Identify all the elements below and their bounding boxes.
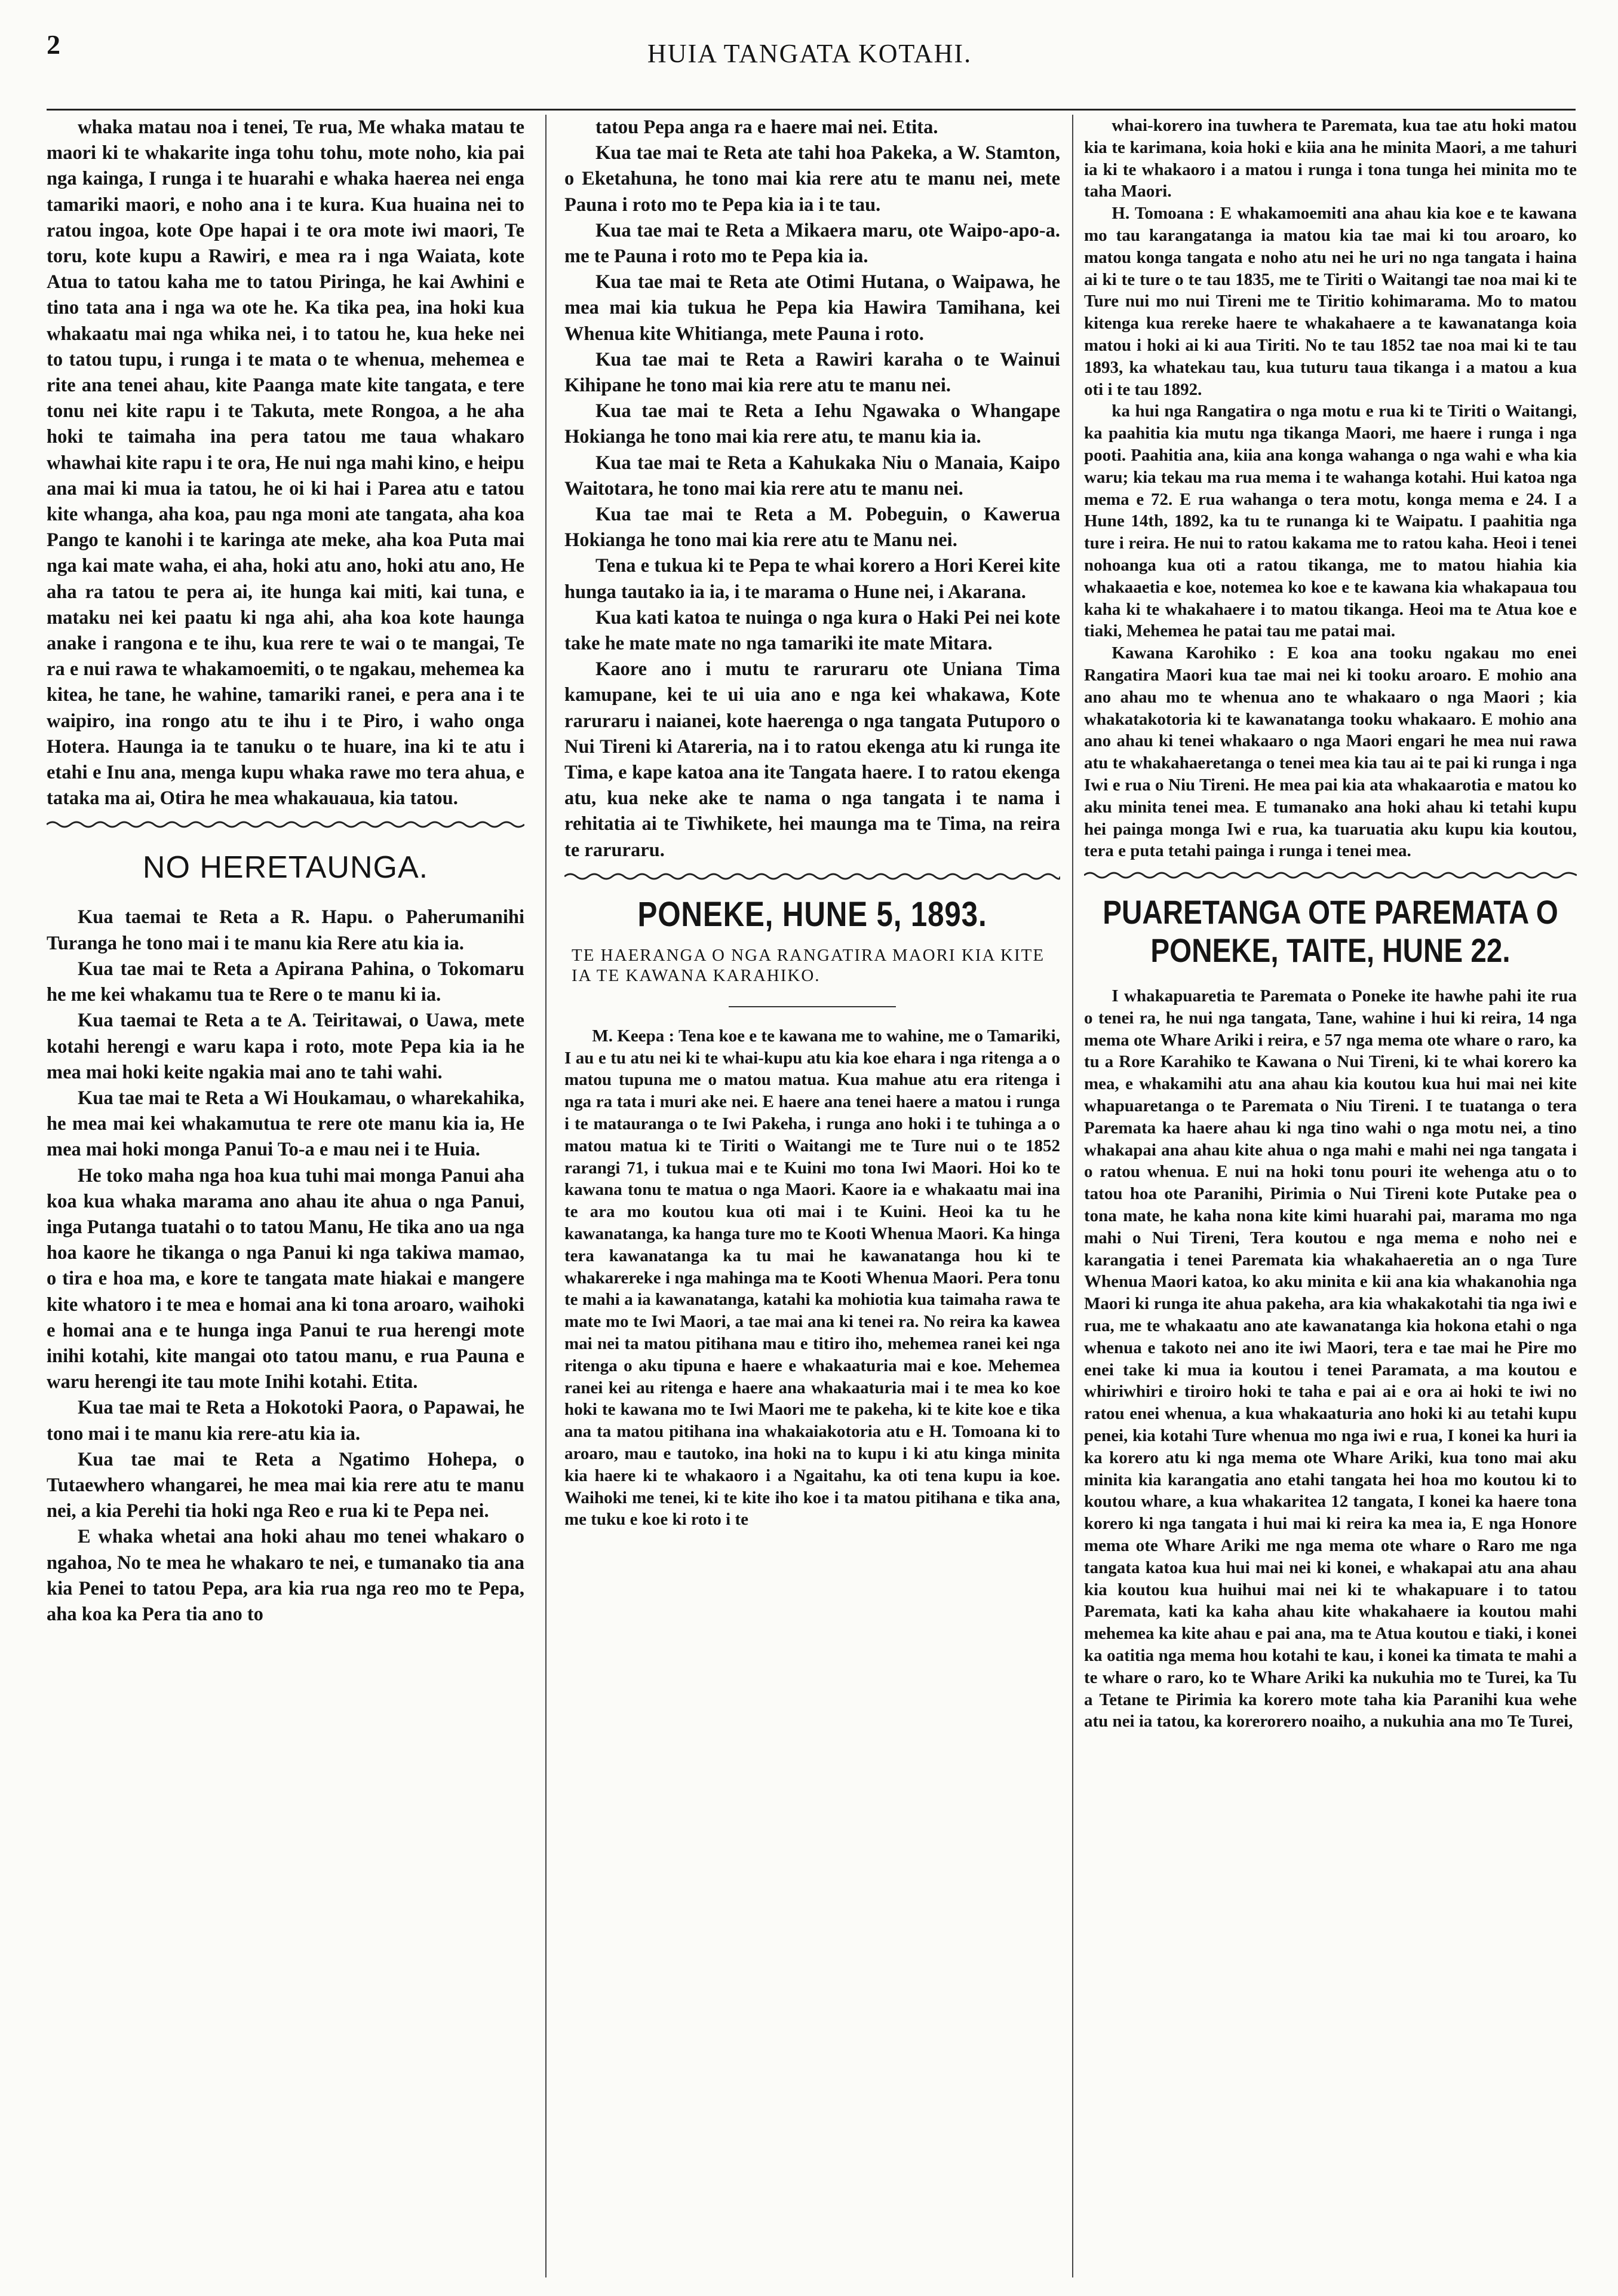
article-paragraph: Kua tae mai te Reta a M. Pobeguin, o Kawerua Hokianga he tono mai kia rere atu te Manu nei. xyxy=(564,504,1060,551)
article-paragraph: tatou Pepa anga ra e haere mai nei. Etita. xyxy=(595,117,938,138)
article-paragraph: H. Tomoana : E whakamoemiti ana ahau kia koe e te kawana mo tau karangatanga ia matou kia tae mai ki tou aroaro, ko matou konga tangata e noho atu nei he uri no nga tangata i haina ai ki te ture o te tau 1835, me te Tiriti o Waitangi tae noa mai ki te Ture nui mo nui Tireni me te Tiritio kohimarama. Mo to matou kitenga kua rereke haere te whakahaere a te kawanatanga koia matou i hoki ai ki aua Tiriti. No te tau 1852 tae noa mai ki te tau 1893, ka whatekau tau, kua tuturu taua tikanga i a matou a kua oti i te tau 1892. xyxy=(1084,204,1577,399)
page-number: 2 xyxy=(47,29,60,60)
article-paragraph: Kua taemai te Reta a R. Hapu. o Paherumanihi Turanga he tono mai i te manu kia Rere atu kia ia. xyxy=(47,906,524,954)
masthead xyxy=(47,29,1573,72)
wavy-divider xyxy=(1084,870,1577,880)
article-paragraph: ka hui nga Rangatira o nga motu e rua ki te Tiriti o Waitangi, ka paahitia kia mutu nga tikanga Maori, me haere i runga i nga pooti. Paahitia ana, kiia ana konga wahanga o nga wahi e wha kia waru; kia tekau ma rua mema i te wahanga kotahi. Hui katoa nga mema e 72. E rua wahanga o tera motu, konga mema e 24. I a Hune 14th, 1892, ka tu te runanga ki te Waipatu. I paahitia nga ture i reira. He nui to ratou kakama me to ratou kaha. Heoi i tenei nohoanga kua oti a ratou tikanga, me to matou hiahia kia whakaaetia e koe, notemea ko koe e te kawana kia whakapaua tou kaha ki te whakahaere i to matou tikanga. Heoi ma te Atua koe e tiaki, Mehemea he patai tau me patai mai. xyxy=(1084,401,1577,641)
newspaper-title: HUIA TANGATA KOTAHI. xyxy=(647,39,972,68)
article-paragraph: I whakapuaretia te Paremata o Poneke ite hawhe pahi ite rua o tenei ra, he nui nga tangata, Tane, wahine i hui ki reira, 14 nga mema ote Whare Ariki i reira, e 57 nga mema ote whare o raro, ka tu a Rore Karahiko te Kawana o Nui Tireni, ki te whai korero ka mea, e whakamihi atu ana ahau kia koutou kua hui mai nei kite whapuaretanga o te Paremata o Niu Tireni. I te tuatanga o tera Paremata ka haere ahau ki nga tino wahi o nga motu nei, a tino whakapai ana ahau kite ahua o nga mahi e mahi nei nga tangata i o ratou whenua. E nui na hoki tonu pouri ite wehenga atu o to tatou hoa ote Paranihi, Pirimia o Nui Tireni kote Putake pea o tona mate, he kaha nona kite kimi huarahi pai, marama mo nga mahi o Nui Tireni, Tera koutou e nga mema e noho nei e karangatia i tenei Paremata kia whakahaeretia an o nga Ture Whenua Maori katoa, ko aku minita e kii ana kia whakanohia nga Maori ki runga ite ahua pakeha, ara kia whakakotahi tia nga iwi e rua, me te whakaatu ano ate kawanatanga kia hokona etahi o nga whenua e takoto nei ano ite iwi Maori, tera e tae mai he Pire mo enei take ki mua ia koutou i tenei Paramata, a ma koutou e whiriwhiri e tiroiro hoki te taha e pai ai e ora ai hoki te iwi no ratou enei whenua, a kua whakaaturia ano hoki ki au tetahi kupu penei, kia kotahi Ture whenua mo nga iwi e rua, I konei ka huri ia ka korero atu ki nga mema ote Whare Ariki, kua tono mai aku minita kia karangatia ano etahi tangata hei hoa mo koutou ki to koutou whare, a kua whakaritea 12 tangata, I konei ka haere tona korero ki nga tangata i hui mai ki reira ka mea ia, E nga Honore mema ote Whare Ariki me nga mema ote whare o Raro me nga tangata katoa kua hui mai nei ki konei, e whakapai atu ana ahau kia koutou kua huihui mai nei ki te whakapuare i to tatou Paremata, kati ka kaha ahau kite whakahaere ia koutou mahi mehemea ka kite ahau e pai ana, ma te Atua koutou e tiaki, i konei ka oatitia nga mema hou kotahi te kau, i konei ka timata te mahi a te whare o raro, ko te Whare Ariki ka nukuhia mo te Turei, ka Tu a Tetane te Pirimia ka korero mote taha kia Paranihi kua wehe atu nei ia tatou, ka korerorero noaiho, a nukuhia ana mo Te Turei, xyxy=(1084,986,1577,1731)
article-paragraph: Kua tae mai te Reta a Kahukaka Niu o Manaia, Kaipo Waitotara, he tono mai kia rere atu te manu nei. xyxy=(564,452,1060,499)
column-3 xyxy=(1084,115,1577,2277)
section-heading: PONEKE, HUNE 5, 1893. xyxy=(637,894,987,934)
article-paragraph: Kua kati katoa te nuinga o nga kura o Haki Pei nei kote take he mate mate no nga tamariki ite mate Mitara. xyxy=(564,606,1060,655)
article-paragraph: Kua tae mai te Reta a Ngatimo Hohepa, o Tutaewhero whangarei, he mea mai kia rere atu te manu nei, a kia Perehi tia hoki nga Reo e rua ki te Pepa nei. xyxy=(47,1448,524,1522)
article-paragraph: Tena e tukua ki te Pepa te whai korero a Hori Kerei kite hunga tautako ia ia, i te marama o Hune nei, i Akarana. xyxy=(564,555,1060,603)
article-paragraph: whai-korero ina tuwhera te Paremata, kua tae atu hoki matou kia te karimana, koia hoki e kiia ana he minita Maori, a me tahuri ia ki te whakaoro i a matou i runga i tona tunga hei minita mo te taha Maori. xyxy=(1084,116,1577,201)
article-paragraph: whaka matau noa i tenei, Te rua, Me whaka matau te maori ki te whakarite inga tohu tohu, mote noho, kia pai nga kainga, I runga i te huarahi e whaka haerea nei enga tamariki maori, e noho ana i te kura. Kua huaina nei to ratou ingoa, kote Ope hapai i te ora mote iwi maori, Te toru, kote kupu a Rawiri, e mea ra i nga Waiata, kote Atua to tatou kaha me to tatou Piringa, he kai Awhini e tino tata ana i nga wa ote he. Ka tika pea, ina hoki kua whakaatu mai nga whika nei, i to tatou he, kua heke nei to tatou tupu, i runga i te mata o te whenua, mehemea e rite ana tenei ahau, kite Paanga mate kite tangata, e tere tonu nei kite rapu i te Takuta, mete Rongoa, a he aha hoki te taimaha ina pera tatou me taua whakaro whawhai kite rapu i te ora, He nui nga mahi kino, e heipu ana mai ki mua ia tatou, he oi ki hai i Parea atu e tatou kite whanga, aha koa, pau nga moni ate tangata, aha koa Pango te kanohi i te karinga ate meke, aha koa Puta mai nga kai mate waha, ei aha, hoki atu ano, hoki atu ano, He aha ra tatou te pera ai, ite hunga kai miti, kai tuna, e mataku nei kei paatu ki nga ahi, aha koa kote haunga anake i rangona e te ihu, kua rere te wai o te mangai, Te ra e nui rawa te whakamoemiti, o te ngakau, mehemea ka kitea, he tane, he wahine, tamariki ranei, e pera ana i te waipiro, ina rongo atu te ihu i te Piro, i waho onga Hotera. Haunga ia te tanuku o te huare, ina ki te atu i etahi e Inu ana, menga kupu whaka rawe mo tera ahua, e tataka ma ai, Otira he mea whakauaua, kia tatou. xyxy=(47,117,524,810)
column-1 xyxy=(47,115,524,2277)
article-paragraph: M. Keepa : Tena koe e te kawana me to wahine, me o Tamariki, I au e tu atu nei ki te whai-kupu atu kia koe ehara i nga ritenga a o matou tupuna me o matou matua. Kua mahue atu era ritenga i nga ra tata i muri ake nei. E haere ana tenei haere a matou i runga i te matauranga o te Iwi Pakeha, i runga ano hoki i te tuhinga a o matou matua ki te Tiriti o Waitangi me te Ture nui o te 1852 rarangi 71, i tukua mai e te Kuini mo tona Iwi Maori. Hoi ko te kawana tonu te matua o nga Maori. Kaore ia e whakaatu mai ina te ara mo koutou kua oti mai i te Kuini. Heoi ka tu he kawanatanga, ka hanga ture mo te Kooti Whenua Maori. Ka hinga tera kawanatanga ka tu mai he kawanatanga hou ki te whakarereke i nga mahinga ma te Kooti Whenua Maori. Pera tonu te mahi a ia kawanatanga, katahi ka mohiotia kua taimaha rawa te mate mo te Iwi Maori, a tae mai ana ki tenei ra. No reira ka kawea mai nei ta matou pitihana mau e titiro iho, mehemea ranei kei nga ritenga o aku tipuna e haere e whakaaturia mai e koe. Mehemea ranei kei au ritenga e haere ana whakaaturia mai i te mea ko koe hoki te kawana mo te Iwi Maori me te pakeha, ki te kite koe e tika ana ta matou pitihana ina whakaiakotoria atu e H. Tomoana ki to aroaro, mau e tautoko, ina hoki na to kupu i ki atu kinga minita kia haere ki te whakaoro i a Ngaitahu, ka oti tena kupu ia koe. Waihoki me tenei, ki te kite iho koe i ta matou pitihana e tika ana, me tuku e koe ki roto i te xyxy=(564,1026,1060,1529)
article-paragraph: Kawana Karohiko : E koa ana tooku ngakau mo enei Rangatira Maori kua tae mai nei ki tooku aroaro. E mohio ana ano ahau mo te whenua ano te whakaaro o nga Maori ; kia whakatakotoria ki te kawanatanga tooku whakaaro. E mohio ana ano ahau ki tenei whakaaro o nga Maori engari he mea nui rawa atu te whakahaeretanga o tenei mea kia tau ai te pai ki runga i nga Iwi e rua o Niu Tireni. He mea pai kia ata whakaarotia e matou ko aku minita tenei mea. E tumanako ana hoki ahau ki tetahi kupu hei painga monga Iwi e rua, ka tuaruatia aku kupu kia koutou, tera e puta tetahi painga i runga i tenei mea. xyxy=(1084,643,1577,861)
article-paragraph: Kua tae mai te Reta a Apirana Pahina, o Tokomaru he me kei whakamu tua te Rere o te manu ki ia. xyxy=(47,958,524,1006)
section-heading: NO HERETAUNGA. xyxy=(142,850,429,885)
subheading-rule xyxy=(729,1006,896,1007)
article-paragraph: He toko maha nga hoa kua tuhi mai monga Panui aha koa kua whaka marama ano ahau ite ahua o nga Panui, inga Putanga tuatahi o to tatou Manu, He tika ano ua nga hoa kaore he tikanga o nga Panui ki nga takiwa mamao, o tira e hoa ma, e kore te tangata mate hiakai e mangere kite whatoro i te mea e homai ana ki tona aroaro, waihoki e homai ana e te hunga inga Panui te rua herengi mote inihi kotahi, kite mangai oto tatou manu, e rua Pauna e waru herengi ite tau mote Inihi kotahi. Etita. xyxy=(47,1164,524,1393)
article-paragraph: Kua taemai te Reta a te A. Teiritawai, o Uawa, mete kotahi herengi e waru kapa i roto, mote Pepa kia ia he mea mai hoki keite ngakia mai ano te tahi wahi. xyxy=(47,1010,524,1083)
column-2 xyxy=(564,115,1060,2277)
column-divider xyxy=(1072,115,1073,2277)
wavy-divider xyxy=(47,820,524,829)
article-paragraph: E whaka whetai ana hoki ahau mo tenei whakaro o ngahoa, No te mea he whakaro te nei, e tumanako tia ana kia Penei to tatou Pepa, ara kia rua nga reo mo te Pepa, aha koa ka Pera tia ano to xyxy=(47,1526,524,1625)
article-paragraph: Kua tae mai te Reta a Mikaera maru, ote Waipo-apo-a. me te Pauna i roto mo te Pepa kia ia. xyxy=(564,219,1060,268)
section-subheading: TE HAERANGA O NGA RANGATIRA MAORI KIA KITE IA TE KAWANA KARAHIKO. xyxy=(572,945,1045,985)
article-paragraph: Kua tae mai te Reta a Rawiri karaha o te Wainui Kihipane he tono mai kia rere atu te manu nei. xyxy=(564,348,1060,397)
section-heading: PUARETANGA OTE PAREMATA O PONEKE, TAITE, HUNE 22. xyxy=(1103,893,1558,970)
article-paragraph: Kua tae mai te Reta a Hokotoki Paora, o Papawai, he tono mai i te manu kia rere-atu kia ia. xyxy=(47,1397,524,1445)
wavy-divider xyxy=(564,872,1060,881)
article-paragraph: Kua tae mai te Reta a Iehu Ngawaka o Whangape Hokianga he tono mai kia rere atu, te manu kia ia. xyxy=(564,400,1060,448)
article-paragraph: Kua tae mai te Reta a Wi Houkamau, o wharekahika, he mea mai kei whakamutua te rere ote manu kia ia, He mea mai hoki monga Panui To-a e mau nei i te Huia. xyxy=(47,1087,524,1161)
article-paragraph: Kua tae mai te Reta ate Otimi Hutana, o Waipawa, he mea mai kia tukua he Pepa kia Hawira Tamihana, kei Whenua kite Whitianga, mete Pauna i roto. xyxy=(564,271,1060,345)
article-paragraph: Kaore ano i mutu te raruraru ote Uniana Tima kamupane, kei te ui uia ano e nga kei whakawa, Kote raruraru i naianei, kote haerenga o nga tangata Putuporo o Nui Tireni ki Atareria, na i to ratou ekenga atu ki runga ite Tima, e kape katoa ana ite Tangata haere. I to ratou ekenga atu, kua neke ake te nama o nga tangata i te nama i rehitatia ai te Tiwhikete, hei maunga ma te Tima, na reira te raruraru. xyxy=(564,658,1060,861)
article-paragraph: Kua tae mai te Reta ate tahi hoa Pakeka, a W. Stamton, o Eketahuna, he tono mai kia rere atu te manu nei, mete Pauna i roto mo te Pepa kia ia i te tau. xyxy=(564,142,1060,216)
header-rule xyxy=(47,109,1576,111)
column-divider xyxy=(545,115,547,2277)
